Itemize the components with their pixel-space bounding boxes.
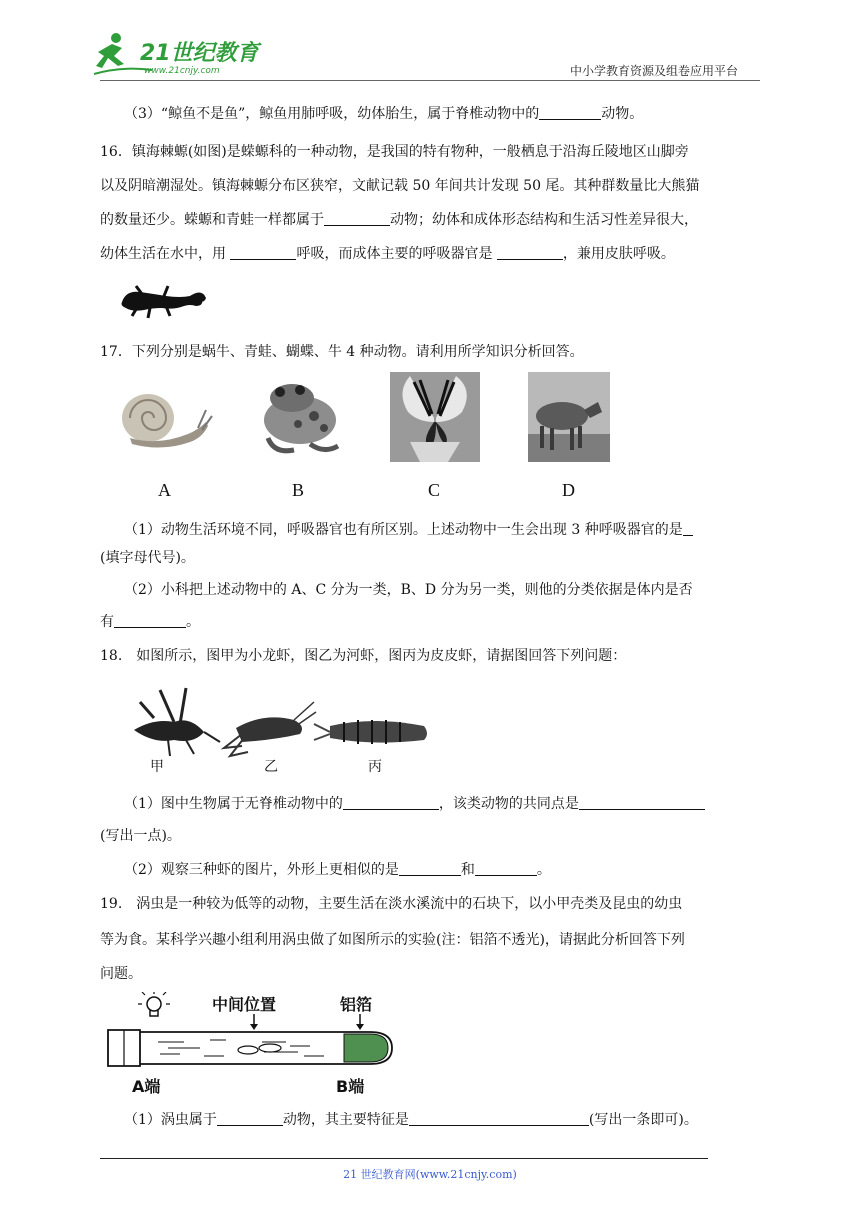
header-platform-name: 中小学教育资源及组卷应用平台 bbox=[570, 64, 739, 78]
answer-blank[interactable] bbox=[399, 861, 461, 876]
q16-line1: 16．镇海棘螈(如图)是蝾螈科的一种动物，是我国的特有物种，一般栖息于沿海丘陵地区山脚旁 bbox=[100, 144, 689, 160]
caption-bing: 丙 bbox=[368, 760, 382, 775]
q17-part2-line2: 有 。 bbox=[100, 614, 200, 630]
answer-blank[interactable] bbox=[579, 795, 705, 810]
q18-stem: 18. 如图所示，图甲为小龙虾，图乙为河虾，图丙为皮皮虾，请据图回答下列问题： bbox=[100, 648, 627, 664]
site-logo bbox=[92, 30, 262, 78]
caption-b: B bbox=[292, 480, 305, 500]
logo-url: www.21cnjy.com bbox=[144, 66, 220, 76]
q15-part3: （3）“鲸鱼不是鱼”，鲸鱼用肺呼吸，幼体胎生，属于脊椎动物中的 动物。 bbox=[124, 106, 644, 122]
q19-line2: 等为食。某科学兴趣小组利用涡虫做了如图所示的实验(注：铝箔不透光)，请据此分析回答下列 bbox=[100, 932, 685, 948]
lamp-icon bbox=[138, 992, 170, 1016]
label-end-a: A端 bbox=[132, 1077, 161, 1096]
q16-line4: 幼体生活在水中，用 呼吸，而成体主要的呼吸器官是 ，兼用皮肤呼吸。 bbox=[100, 246, 675, 262]
logo-text: 21世纪教育 bbox=[140, 41, 259, 66]
q18-part1-line2: (写出一点)。 bbox=[100, 828, 181, 844]
q16-line2: 以及阴暗潮湿处。镇海棘螈分布区狭窄，文献记载 50 年间共计发现 50 尾。其种群数量比大熊猫 bbox=[100, 178, 700, 194]
q19-line1: 19. 涡虫是一种较为低等的动物，主要生活在淡水溪流中的石块下，以小甲壳类及昆虫的幼虫 bbox=[100, 896, 683, 912]
frog-image bbox=[254, 372, 346, 460]
planaria-experiment-figure bbox=[104, 992, 404, 1102]
answer-blank[interactable] bbox=[497, 245, 563, 260]
answer-blank[interactable] bbox=[539, 105, 601, 120]
answer-blank[interactable] bbox=[114, 613, 186, 628]
answer-blank[interactable] bbox=[230, 245, 296, 260]
answer-blank[interactable] bbox=[217, 1111, 283, 1126]
q18-part1-line1: （1）图中生物属于无脊椎动物中的 ，该类动物的共同点是 bbox=[124, 794, 705, 814]
q17-stem: 17．下列分别是蜗牛、青蛙、蝴蝶、牛 4 种动物。请利用所学知识分析回答。 bbox=[100, 344, 584, 360]
caption-d: D bbox=[562, 480, 575, 500]
caption-a: A bbox=[158, 480, 171, 500]
mantis-shrimp-icon bbox=[314, 720, 427, 744]
footer-divider bbox=[100, 1158, 708, 1159]
caption-c: C bbox=[428, 480, 441, 500]
label-end-b: B端 bbox=[336, 1077, 365, 1096]
butterfly-image bbox=[390, 372, 480, 466]
shrimp-figure bbox=[124, 682, 444, 778]
answer-blank[interactable] bbox=[475, 861, 537, 876]
salamander-image bbox=[118, 276, 208, 326]
q19-line3: 问题。 bbox=[100, 966, 142, 982]
q18-part2: （2）观察三种虾的图片，外形上更相似的是 和 。 bbox=[124, 862, 551, 878]
crayfish-icon bbox=[134, 688, 220, 756]
q19-part1: （1）涡虫属于 动物，其主要特征是 (写出一条即可)。 bbox=[124, 1112, 698, 1128]
caption-yi: 乙 bbox=[264, 760, 278, 775]
q17-part1-line2: (填字母代号)。 bbox=[100, 550, 195, 566]
snail-image bbox=[118, 372, 214, 468]
answer-blank[interactable] bbox=[683, 521, 693, 536]
label-middle: 中间位置 bbox=[212, 995, 277, 1014]
label-foil: 铝箔 bbox=[340, 995, 373, 1014]
cow-image bbox=[528, 372, 610, 466]
caption-jia: 甲 bbox=[150, 760, 164, 775]
header-divider bbox=[100, 80, 760, 81]
river-shrimp-icon bbox=[224, 702, 316, 756]
q17-part2-line1: （2）小科把上述动物中的 A、C 分为一类，B、D 分为另一类，则他的分类依据是体内是否 bbox=[124, 582, 693, 598]
q16-line3: 的数量还少。蝾螈和青蛙一样都属于 动物；幼体和成体形态结构和生活习性差异很大， bbox=[100, 212, 698, 228]
q17-part1-line1: （1）动物生活环境不同，呼吸器官也有所区别。上述动物中一生会出现 3 种呼吸器官的是 bbox=[124, 520, 693, 540]
answer-blank[interactable] bbox=[409, 1111, 589, 1126]
answer-blank[interactable] bbox=[343, 795, 439, 810]
answer-blank[interactable] bbox=[324, 211, 390, 226]
footer-text[interactable]: 21 世纪教育网(www.21cnjy.com) bbox=[343, 1168, 517, 1181]
